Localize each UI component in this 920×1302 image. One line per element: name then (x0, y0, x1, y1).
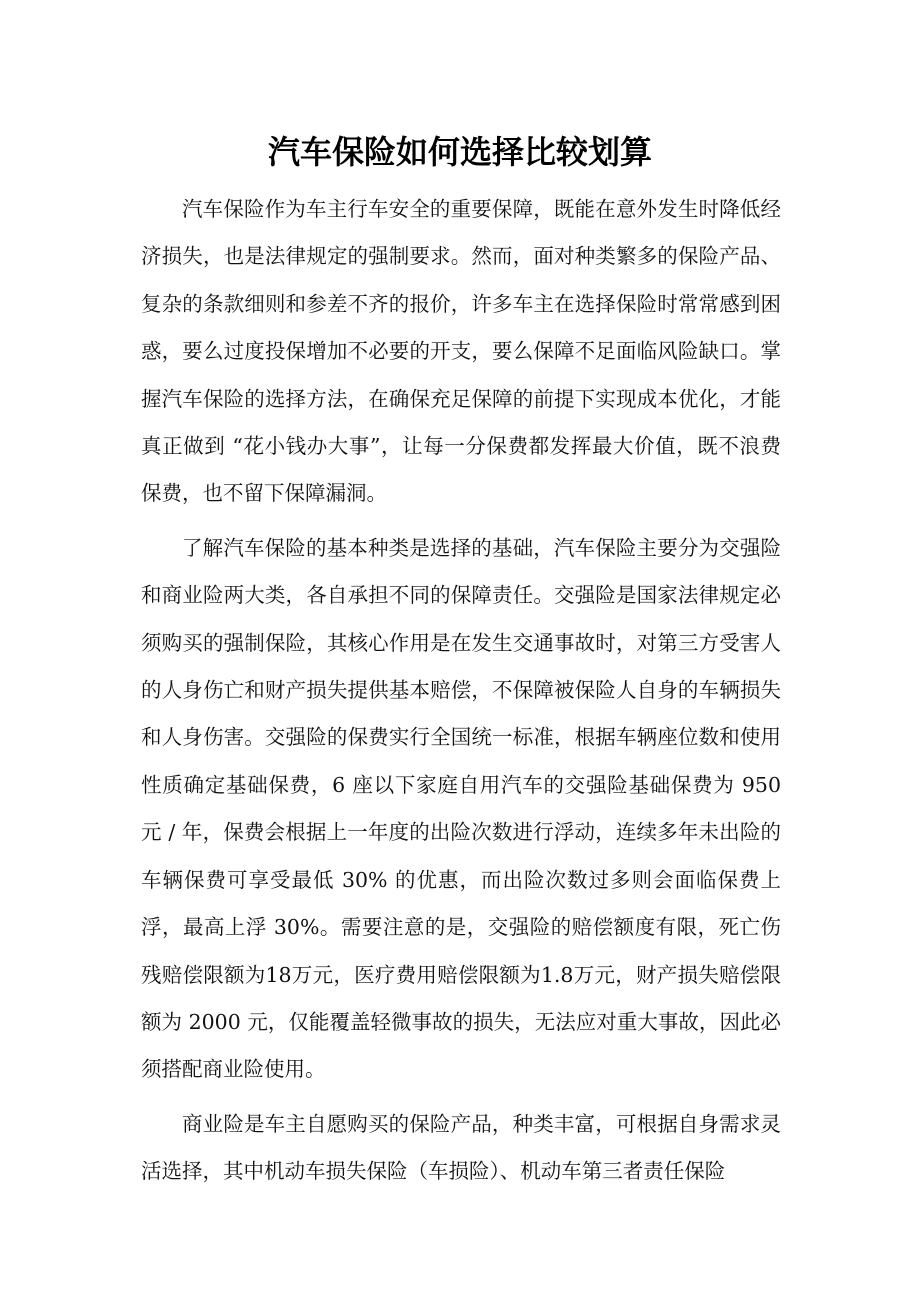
document-body (141, 186, 781, 1203)
paragraph-intro: 汽车保险作为车主行车安全的重要保障，既能在意外发生时降低经济损失，也是法律规定的强制要求。然而，面对种类繁多的保险产品、复杂的条款细则和参差不齐的报价，许多车主在选择保险时常常感到困惑，要么过度投保增加不必要的开支，要么保障不足面临风险缺口。掌握汽车保险的选择方法，在确保充足保障的前提下实现成本优化，才能真正做到 “花小钱办大事”，让每一分保费都发挥最大价值，既不浪费保费，也不留下保障漏洞。 (141, 197, 781, 506)
paragraph-insurance-types: 了解汽车保险的基本种类是选择的基础，汽车保险主要分为交强险和商业险两大类，各自承担不同的保障责任。交强险是国家法律规定必须购买的强制保险，其核心作用是在发生交通事故时，对第三方受害人的人身伤亡和财产损失提供基本赔偿，不保障被保险人自身的车辆损失和人身伤害。交强险的保费实行全国统一标准，根据车辆座位数和使用性质确定基础保费，6 座以下家庭自用汽车的交强险基础保费为 950 元 / 年，保费会根据上一年度的出险次数进行浮动，连续多年未出险的车辆保费可享受最低 30% 的优惠，而出险次数过多则会面临保费上浮，最高上浮 30%。需要注意的是，交强险的赔偿额度有限，死亡伤残赔偿限额为18万元，医疗费用赔偿限额为1.8万元，财产损失赔偿限额为 2000 元，仅能覆盖轻微事故的损失，无法应对重大事故，因此必须搭配商业险使用。 (141, 535, 781, 1082)
paragraph-commercial-insurance: 商业险是车主自愿购买的保险产品，种类丰富，可根据自身需求灵活选择，其中机动车损失保险（车损险）、机动车第三者责任保险 (141, 1111, 781, 1184)
document-title: 汽车保险如何选择比较划算 (267, 133, 652, 171)
